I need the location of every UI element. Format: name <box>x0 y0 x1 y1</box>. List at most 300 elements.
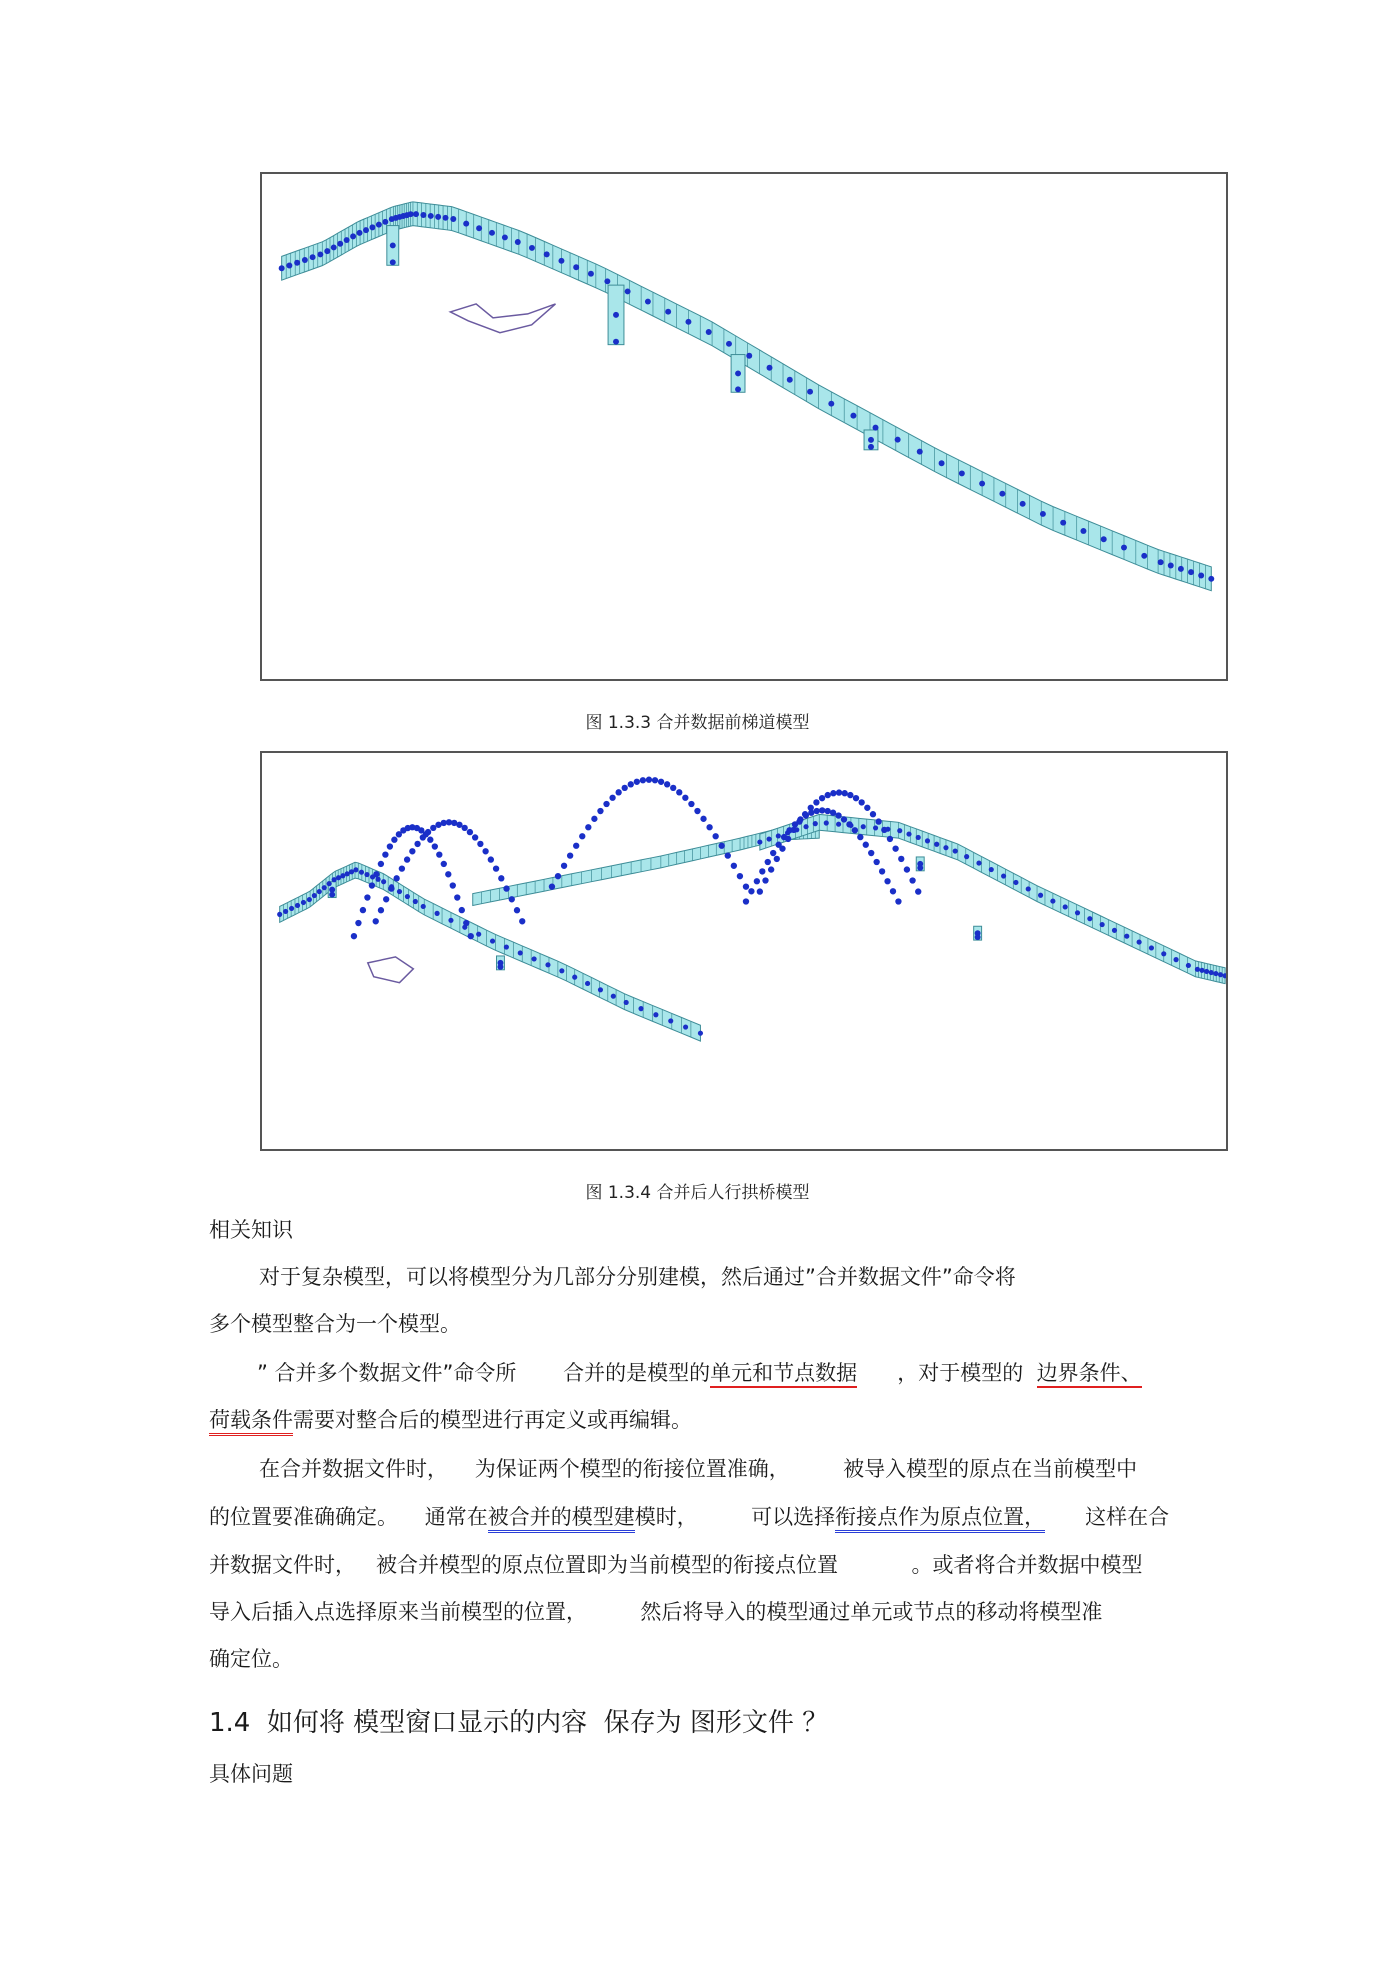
deck-node <box>1198 573 1204 579</box>
arch-node <box>622 785 628 791</box>
deck-node <box>906 832 911 837</box>
deck-node <box>490 939 495 944</box>
arch-node <box>603 801 609 807</box>
deck-node <box>337 241 343 247</box>
deck-node <box>861 824 866 829</box>
section-label-related-knowledge: 相关知识 <box>209 1218 293 1242</box>
highlight-boundary-conditions: 边界条件、 <box>1037 1361 1142 1388</box>
arch-node <box>467 829 473 835</box>
deck-node <box>286 263 292 269</box>
arch-node <box>615 789 621 795</box>
arch-node <box>757 888 763 894</box>
deck-node <box>925 838 930 843</box>
arch-node <box>879 868 885 874</box>
deck-node <box>515 239 521 245</box>
deck-node <box>836 822 841 827</box>
merge-origin-outline <box>450 304 555 333</box>
deck-node <box>1137 939 1142 944</box>
deck-node <box>504 944 509 949</box>
arch-node <box>768 866 774 872</box>
arch-node <box>719 843 725 849</box>
arch-node <box>493 865 499 871</box>
deck-node <box>559 968 564 973</box>
arch-node <box>725 852 731 858</box>
arch-node <box>842 790 848 796</box>
arch-node <box>561 863 567 869</box>
arch-node <box>785 836 791 842</box>
deck-node <box>813 821 818 826</box>
deck-node <box>1141 553 1147 559</box>
deck-node <box>1208 576 1214 582</box>
deck-node <box>824 820 829 825</box>
paragraph-2-line-2 <box>209 1406 692 1434</box>
arch-node <box>585 824 591 830</box>
deck-node <box>604 278 610 284</box>
pier-node <box>613 339 619 345</box>
arch-node <box>393 875 399 881</box>
arch-node <box>373 918 379 924</box>
merge-origin-outline <box>368 957 414 983</box>
deck-node <box>1161 951 1166 956</box>
arch-node <box>652 777 658 783</box>
deck-node <box>850 413 856 419</box>
bridge-nodes <box>277 820 1226 1035</box>
deck-node <box>544 251 550 257</box>
deck-node <box>979 481 985 487</box>
arch-node <box>863 842 869 848</box>
arch-node <box>383 896 389 902</box>
arch-node <box>488 856 494 862</box>
figure-caption-1: 图 1.3.3 合并数据前梯道模型 <box>585 713 810 733</box>
deck-node <box>1199 968 1204 973</box>
deck-node <box>1060 520 1066 526</box>
deck-node <box>545 962 550 967</box>
deck-node <box>625 288 631 294</box>
deck-node <box>1158 559 1164 565</box>
deck-node <box>420 212 426 218</box>
highlight-junction-origin: 衔接点作为原点位置， <box>835 1505 1045 1533</box>
arch-node <box>895 898 901 904</box>
arch-node <box>825 792 831 798</box>
deck-node <box>312 893 317 898</box>
deck-node <box>1124 934 1129 939</box>
deck-node <box>408 211 414 217</box>
deck-node <box>706 329 712 335</box>
arch-node <box>748 888 754 894</box>
pier-node <box>329 892 335 898</box>
arch-node <box>802 811 808 817</box>
paragraph-3-line-2 <box>209 1503 1169 1531</box>
deck-node <box>668 1018 673 1023</box>
arch-node <box>549 883 555 889</box>
deck-node <box>895 437 901 443</box>
arch-node <box>765 859 771 865</box>
arch-node <box>441 861 447 867</box>
deck-node <box>376 877 381 882</box>
arch-node <box>519 918 525 924</box>
deck-node <box>964 854 969 859</box>
pier-node <box>390 242 396 248</box>
deck-node <box>327 881 332 886</box>
deck-node <box>683 1024 688 1029</box>
deck-node <box>1040 511 1046 517</box>
arch-node <box>868 850 874 856</box>
deck-node <box>448 918 453 923</box>
deck-node <box>588 271 594 277</box>
deck-segment <box>280 862 701 1041</box>
deck-node <box>1213 971 1218 976</box>
arch-node <box>477 841 483 847</box>
arch-node <box>450 882 456 888</box>
deck-node <box>363 227 369 233</box>
arch-node <box>468 933 474 939</box>
deck-node <box>807 389 813 395</box>
arch-node <box>836 789 842 795</box>
deck-node <box>787 377 793 383</box>
arch-node <box>830 790 836 796</box>
deck-node <box>295 903 300 908</box>
arch-node <box>382 851 388 857</box>
deck-node <box>502 234 508 240</box>
arch-node <box>819 807 825 813</box>
deck-node <box>405 894 410 899</box>
arch-node <box>414 841 420 847</box>
pier-node <box>613 312 619 318</box>
paragraph-3-line-4: 导入后插入点选择原来当前模型的位置， 然后将导入的模型通过单元或节点的移动将模型准 <box>209 1600 1103 1624</box>
arch-node <box>555 873 561 879</box>
deck-node <box>767 836 772 841</box>
arch-node <box>743 883 749 889</box>
deck-node <box>976 861 981 866</box>
arch-node <box>847 792 853 798</box>
deck-node <box>435 911 440 916</box>
deck-node <box>301 900 306 905</box>
deck-node <box>943 845 948 850</box>
deck-node <box>917 449 923 455</box>
arch-node <box>859 799 865 805</box>
arch-node <box>404 856 410 862</box>
arch-node <box>482 848 488 854</box>
deck-node <box>1195 967 1200 972</box>
deck-node <box>1174 957 1179 962</box>
arch-node <box>640 777 646 783</box>
arch-node <box>857 834 863 840</box>
arch-node <box>509 896 515 902</box>
deck-node <box>803 824 808 829</box>
deck-node <box>476 932 481 937</box>
deck-node <box>1188 569 1194 575</box>
paragraph-3-text-e: 这样在合 <box>1045 1505 1170 1529</box>
deck-segment <box>760 814 1225 983</box>
stair-model-drawing <box>262 174 1226 679</box>
deck-node <box>1050 899 1055 904</box>
arch-node <box>915 888 921 894</box>
deck-node <box>382 219 388 225</box>
arch-node <box>409 848 415 854</box>
arch-node <box>591 816 597 822</box>
deck-node <box>767 365 773 371</box>
arch-node <box>737 873 743 879</box>
deck-node <box>413 899 418 904</box>
deck-node <box>310 254 316 260</box>
deck-node <box>959 470 965 476</box>
arch-node <box>762 877 768 883</box>
arch-node <box>579 833 585 839</box>
arch-node <box>391 837 397 843</box>
arch-node <box>676 789 682 795</box>
stair-deck <box>282 202 1212 591</box>
arch-node <box>355 920 361 926</box>
pier-node <box>868 444 874 450</box>
arch-node <box>779 845 785 851</box>
deck-node <box>532 956 537 961</box>
paragraph-3-line-3: 并数据文件时， 被合并模型的原点位置即为当前模型的衔接点位置 。或者将合并数据中模型 <box>209 1553 1143 1577</box>
arch-node <box>420 834 426 840</box>
deck-node <box>573 264 579 270</box>
deck-node <box>1186 963 1191 968</box>
arch-node <box>706 824 712 830</box>
arch-node <box>841 816 847 822</box>
deck-node <box>294 260 300 266</box>
arch-node <box>436 851 442 857</box>
deck-node <box>357 230 363 236</box>
deck-node <box>653 1012 658 1017</box>
deck-node <box>324 248 330 254</box>
arch-node <box>813 799 819 805</box>
arch-node <box>892 845 898 851</box>
paragraph-2-text-a: ” 合并多个数据文件”命令所 合并的是模型的 <box>257 1361 711 1385</box>
highlight-element-node-data: 单元和节点数据 <box>710 1361 857 1388</box>
highlight-load-conditions: 荷载条件 <box>209 1408 293 1436</box>
deck-node <box>376 222 382 228</box>
deck-node <box>1121 545 1127 551</box>
deck-node <box>698 1031 703 1036</box>
deck-node <box>873 425 879 431</box>
arch-node <box>700 816 706 822</box>
deck-node <box>726 341 732 347</box>
deck-node <box>1168 563 1174 569</box>
deck-node <box>848 823 853 828</box>
deck-node <box>794 827 799 832</box>
deck-node <box>307 897 312 902</box>
bridge-decks <box>280 814 1225 1041</box>
deck-node <box>462 925 467 930</box>
deck-node <box>873 825 878 830</box>
arch-node <box>514 907 520 913</box>
deck-node <box>353 867 358 872</box>
subsection-label-specific-question: 具体问题 <box>209 1762 293 1786</box>
arch-node <box>824 808 830 814</box>
deck-node <box>413 211 419 217</box>
figure-arch-bridge-model <box>260 751 1228 1151</box>
arch-node <box>898 856 904 862</box>
highlight-merged-model: 被合并的模型建 <box>488 1505 635 1533</box>
deck-node <box>611 994 616 999</box>
arch-node <box>904 866 910 872</box>
deck-node <box>1080 528 1086 534</box>
arch-bridge-drawing <box>262 753 1226 1149</box>
paragraph-3-line-1: 在合并数据文件时， 为保证两个模型的衔接位置准确， 被导入模型的原点在当前模型中 <box>259 1457 1138 1481</box>
deck-node <box>463 221 469 227</box>
deck-node <box>518 950 523 955</box>
section-heading-1-4: 1.4 如何将 模型窗口显示的内容 保存为 图形文件 ？ <box>209 1708 829 1738</box>
deck-node <box>489 230 495 236</box>
deck-node <box>529 245 535 251</box>
deck-node <box>277 912 282 917</box>
deck-node <box>828 401 834 407</box>
pier-node <box>390 259 396 265</box>
deck-node <box>1218 972 1223 977</box>
deck-node <box>428 213 434 219</box>
deck-node <box>450 216 456 222</box>
paragraph-2-text-c: ，对于模型的 <box>857 1361 1037 1385</box>
deck-node <box>757 840 762 845</box>
deck-node <box>916 835 921 840</box>
deck-node <box>572 975 577 980</box>
deck-node <box>397 889 402 894</box>
figure-stair-model <box>260 172 1228 681</box>
deck-node <box>1026 886 1031 891</box>
paragraph-3-line-5: 确定位。 <box>209 1647 293 1671</box>
arch-node <box>445 871 451 877</box>
deck-node <box>934 842 939 847</box>
pier-node <box>735 386 741 392</box>
arch-node <box>875 818 881 824</box>
deck-node <box>585 981 590 986</box>
arch-node <box>852 827 858 833</box>
deck-node <box>1087 916 1092 921</box>
deck-node <box>359 870 364 875</box>
arch-node <box>634 779 640 785</box>
arch-node <box>743 898 749 904</box>
deck-node <box>389 884 394 889</box>
arch-node <box>351 933 357 939</box>
deck-node <box>939 460 945 466</box>
deck-node <box>785 830 790 835</box>
deck-node <box>624 1000 629 1005</box>
pier-node <box>975 934 981 940</box>
deck-node <box>331 244 337 250</box>
deck-node <box>344 237 350 243</box>
arch-node <box>754 878 760 884</box>
figure-caption-2: 图 1.3.4 合并后人行拱桥模型 <box>585 1183 810 1203</box>
deck-node <box>897 828 902 833</box>
paragraph-1-line-2: 多个模型整合为一个模型。 <box>209 1312 461 1336</box>
stair-piers <box>387 226 878 450</box>
pier-node <box>868 437 874 443</box>
arch-node <box>814 808 820 814</box>
deck-node <box>1038 893 1043 898</box>
deck-node <box>381 879 386 884</box>
deck-node <box>885 827 890 832</box>
arch-node <box>364 894 370 900</box>
arch-node <box>884 878 890 884</box>
arch-node <box>864 805 870 811</box>
arch-node <box>870 811 876 817</box>
paragraph-3-text-a: 的位置要准确确定。 通常在 <box>209 1505 488 1529</box>
arch-node <box>808 805 814 811</box>
arch-node <box>682 795 688 801</box>
deck-node <box>1178 566 1184 572</box>
deck-node <box>953 848 958 853</box>
arch-node <box>378 861 384 867</box>
deck-node <box>645 299 651 305</box>
arch-node <box>425 829 431 835</box>
deck-node <box>598 987 603 992</box>
deck-node <box>1101 536 1107 542</box>
deck-node <box>989 867 994 872</box>
deck-node <box>1149 945 1154 950</box>
deck-node <box>289 906 294 911</box>
arch-node <box>688 801 694 807</box>
deck-node <box>1204 969 1209 974</box>
deck-node <box>1112 928 1117 933</box>
deck-node <box>421 904 426 909</box>
deck-node <box>435 214 441 220</box>
deck-node <box>443 215 449 221</box>
deck-node <box>638 1006 643 1011</box>
arch-node <box>694 808 700 814</box>
pier-node <box>735 370 741 376</box>
arch-node <box>609 795 615 801</box>
arch-node <box>462 825 468 831</box>
arch-node <box>873 859 879 865</box>
arch-node <box>498 875 504 881</box>
deck-node <box>665 309 671 315</box>
deck-node <box>1013 880 1018 885</box>
arch-node <box>378 907 384 913</box>
arch-node <box>853 795 859 801</box>
arch-node <box>369 882 375 888</box>
deck-node <box>283 909 288 914</box>
paragraph-2-line-1 <box>257 1359 1142 1387</box>
deck-segment <box>282 202 1212 591</box>
deck-node <box>1100 922 1105 927</box>
arch-node <box>646 777 652 783</box>
arch-node <box>770 850 776 856</box>
deck-node <box>350 233 356 239</box>
arch-node <box>759 868 765 874</box>
arch-node <box>887 836 893 842</box>
deck-node <box>302 257 308 263</box>
arch-node <box>454 894 460 900</box>
deck-node <box>558 258 564 264</box>
deck-node <box>685 319 691 325</box>
arch-node <box>387 843 393 849</box>
deck-node <box>1020 501 1026 507</box>
deck-node <box>746 353 752 359</box>
arch-node <box>830 810 836 816</box>
deck-node <box>1209 970 1214 975</box>
deck-node <box>776 833 781 838</box>
deck-node <box>1001 873 1006 878</box>
arch-node <box>360 907 366 913</box>
arch-node <box>399 865 405 871</box>
arch-node <box>670 785 676 791</box>
deck-node <box>369 224 375 230</box>
arch-node <box>909 877 915 883</box>
arch-node <box>774 856 780 862</box>
arch-node <box>567 852 573 858</box>
arch-node <box>432 843 438 849</box>
arch-node <box>472 834 478 840</box>
deck-node <box>279 265 285 271</box>
paragraph-1-line-1: 对于复杂模型，可以将模型分为几部分分别建模，然后通过”合并数据文件”命令将 <box>259 1265 1016 1289</box>
deck-node <box>1063 904 1068 909</box>
arch-node <box>628 781 634 787</box>
pier-node <box>917 865 923 871</box>
deck-node <box>1075 910 1080 915</box>
